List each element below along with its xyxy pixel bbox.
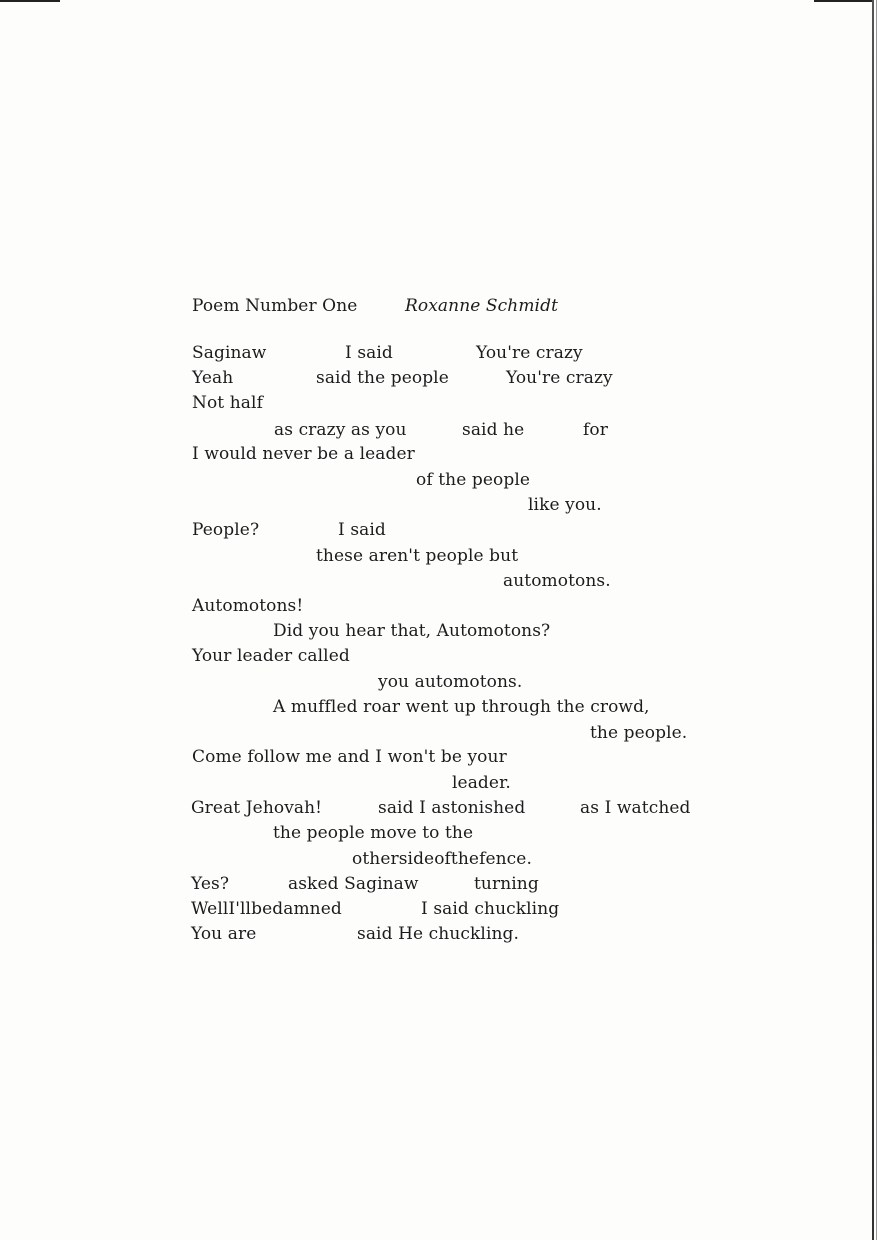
poem-line: you automotons. — [378, 672, 523, 692]
poem-line: as I watched — [580, 798, 691, 818]
poem-line: for — [583, 420, 608, 440]
poem-line: of the people — [416, 470, 531, 490]
poem-line: WellI'llbedamned — [191, 899, 342, 919]
poem-line: said he — [462, 420, 525, 440]
poem-line: Yes? — [191, 874, 230, 894]
poem-line: You're crazy — [476, 343, 583, 363]
poem-line: said the people — [316, 368, 449, 388]
poem-title: Poem Number One — [192, 296, 358, 316]
scan-edge-right — [872, 0, 874, 1240]
poem-author: Roxanne Schmidt — [405, 296, 559, 316]
poem-line: You are — [191, 924, 257, 944]
poem-line: these aren't people but — [316, 546, 519, 566]
poem-line: automotons. — [503, 571, 611, 591]
poem-line: Not half — [192, 393, 263, 413]
poem-line: Your leader called — [192, 646, 350, 666]
poem-line: I said chuckling — [421, 899, 560, 919]
poem-line: the people move to the — [273, 823, 474, 843]
poem-line: said He chuckling. — [357, 924, 520, 944]
poem-line: You're crazy — [506, 368, 613, 388]
poem-line: leader. — [452, 773, 511, 793]
poem-line: the people. — [590, 723, 688, 743]
poem-line: I said — [345, 343, 393, 363]
scan-edge-top-left — [0, 0, 60, 2]
scan-edge-top-right — [814, 0, 874, 2]
poem-line: A muffled roar went up through the crowd, — [273, 697, 650, 717]
poem-line: Come follow me and I won't be your — [192, 747, 507, 767]
poem-line: Automotons! — [192, 596, 304, 616]
poem-line: Yeah — [192, 368, 234, 388]
poem-line: as crazy as you — [274, 420, 407, 440]
poem-line: like you. — [528, 495, 602, 515]
poem-line: I said — [338, 520, 386, 540]
poem-line: I would never be a leader — [192, 444, 415, 464]
poem-line: turning — [474, 874, 539, 894]
poem-line: Great Jehovah! — [191, 798, 323, 818]
poem-line: Did you hear that, Automotons? — [273, 621, 551, 641]
poem-line: said I astonished — [378, 798, 526, 818]
poem-line: asked Saginaw — [288, 874, 419, 894]
poem-line: People? — [192, 520, 260, 540]
poem-line: Saginaw — [192, 343, 267, 363]
poem-line: othersideofthefence. — [352, 849, 532, 869]
